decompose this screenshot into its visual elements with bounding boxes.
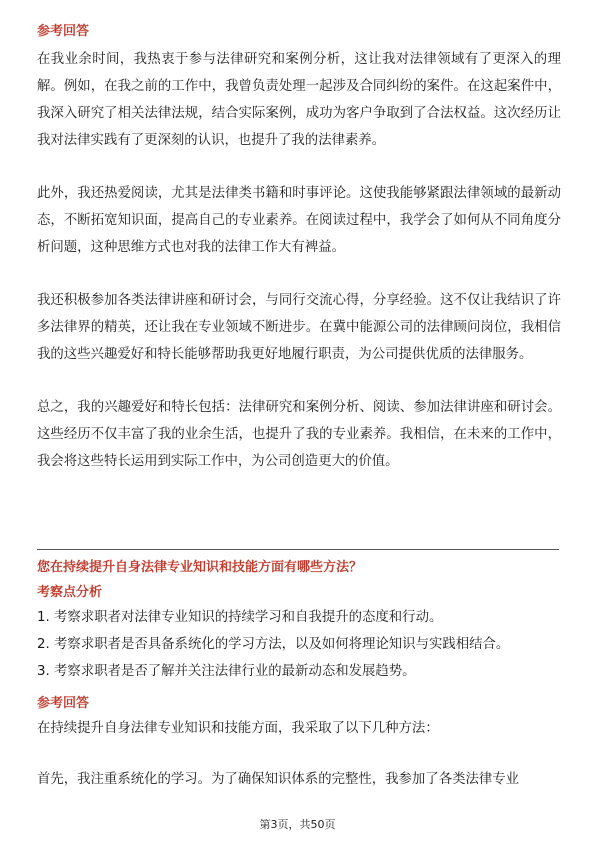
analysis-point-3: 3. 考察求职者是否了解并关注法律行业的最新动态和发展趋势。 <box>37 664 416 679</box>
section-question-2 <box>37 556 561 793</box>
reference-answer-label-2: 参考回答 <box>37 696 90 711</box>
analysis-label: 考察点分析 <box>37 585 103 600</box>
answer2-paragraph-1: 在持续提升自身法律专业知识和技能方面，我采取了以下几种方法： <box>37 721 439 736</box>
paragraph-gap <box>37 742 561 766</box>
answer-paragraph-1: 在我业余时间，我热衷于参与法律研究和案例分析，这让我对法律领域有了更深入的理解。例如，在我之前的工作中，我曾负责处理一起涉及合同纠纷的案件。在这起案件中，我深入研究了相关法律法规，结合实际案例，成功为客户争取到了合法权益。这次经历让我对法律实践有了更深刻的认识，也提升了我的法律素养。 <box>37 52 561 148</box>
paragraph-gap <box>37 368 561 394</box>
section-divider <box>37 549 559 550</box>
answer2-paragraph-2: 首先，我注重系统化的学习。为了确保知识体系的完整性，我参加了各类法律专业 <box>37 772 520 787</box>
question-title: 您在持续提升自身法律专业知识和技能方面有哪些方法？ <box>37 560 363 575</box>
answer-paragraph-4: 总之，我的兴趣爱好和特长包括：法律研究和案例分析、阅读、参加法律讲座和研讨会。这些经历不仅丰富了我的业余生活，也提升了我的专业素养。我相信，在未来的工作中，我会将这些特长运用到实际工作中，为公司创造更大的价值。 <box>37 400 561 469</box>
reference-answer-label: 参考回答 <box>37 24 90 39</box>
analysis-point-2: 2. 考察求职者是否具备系统化的学习方法，以及如何将理论知识与实践相结合。 <box>37 637 510 652</box>
section-reference-answer <box>37 22 561 475</box>
analysis-point-1: 1. 考察求职者对法律专业知识的持续学习和自我提升的态度和行动。 <box>37 610 443 625</box>
paragraph-gap <box>37 261 561 287</box>
answer-paragraph-2: 此外，我还热爱阅读，尤其是法律类书籍和时事评论。这使我能够紧跟法律领域的最新动态，不断拓宽知识面，提高自己的专业素养。在阅读过程中，我学会了如何从不同角度分析问题，这种思维方式也对我的法律工作大有裨益。 <box>37 186 561 255</box>
answer-paragraph-3: 我还积极参加各类法律讲座和研讨会，与同行交流心得，分享经验。这不仅让我结识了许多法律界的精英，还让我在专业领域不断进步。在冀中能源公司的法律顾问岗位，我相信我的这些兴趣爱好和特长能够帮助我更好地履行职责，为公司提供优质的法律服务。 <box>37 293 561 362</box>
page-number-footer: 第3页，共50页 <box>259 818 336 831</box>
paragraph-gap <box>37 154 561 180</box>
